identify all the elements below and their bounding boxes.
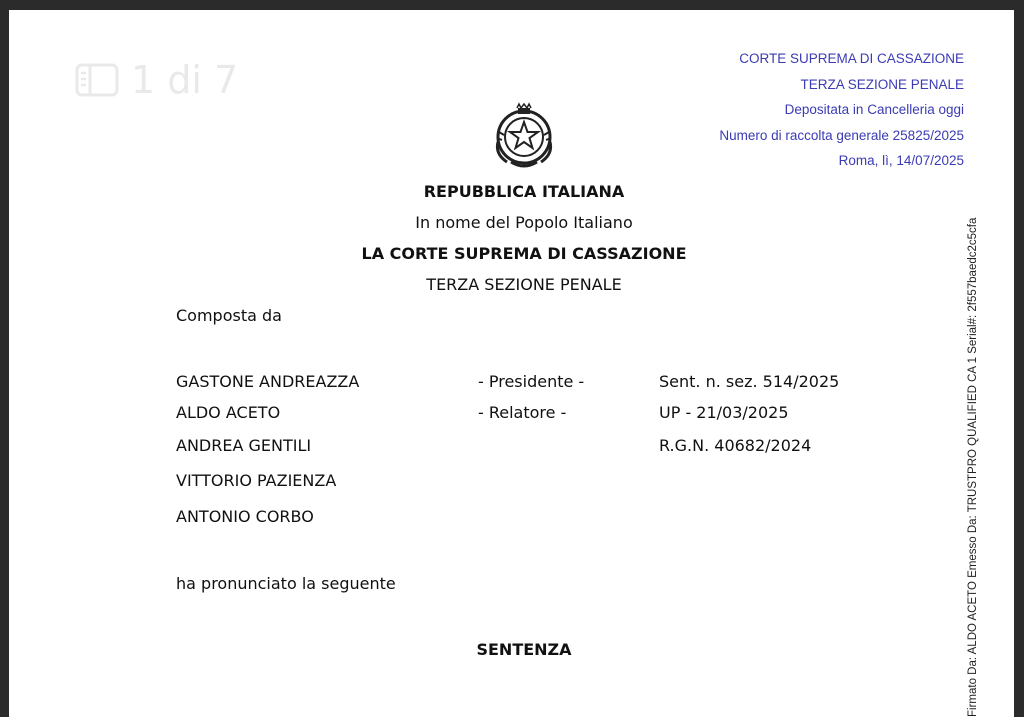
digital-signature-text: Firmato Da: ALDO ACETO Emesso Da: TRUSTPRO QUALIFIED CA 1 Serial#: 2f557baedc2c5cfa: [967, 217, 979, 717]
member-role: - Relatore -: [478, 403, 567, 422]
court-heading: LA CORTE SUPREMA DI CASSAZIONE: [361, 244, 687, 263]
composta-label: Composta da: [176, 306, 282, 325]
hearing-date: UP - 21/03/2025: [659, 403, 789, 422]
sentence-number: Sent. n. sez. 514/2025: [659, 372, 840, 391]
page-indicator-label: 1 di 7: [131, 58, 239, 102]
deposit-line: Roma, lì, 14/07/2025: [838, 153, 964, 168]
sentenza-heading: SENTENZA: [476, 640, 572, 659]
member-name: ALDO ACETO: [176, 403, 281, 422]
deposit-line: Numero di raccolta generale 25825/2025: [719, 127, 964, 143]
section-heading: TERZA SEZIONE PENALE: [426, 275, 622, 294]
member-name: VITTORIO PAZIENZA: [176, 471, 337, 490]
member-name: GASTONE ANDREAZZA: [176, 372, 360, 391]
document-page: [9, 10, 1014, 717]
deposit-line: TERZA SEZIONE PENALE: [800, 76, 964, 92]
deposit-line: CORTE SUPREMA DI CASSAZIONE: [739, 51, 964, 66]
in-nome-heading: In nome del Popolo Italiano: [415, 213, 633, 232]
pronunciato-text: ha pronunciato la seguente: [176, 574, 396, 593]
deposit-stamp: [719, 46, 964, 174]
republic-heading: REPUBBLICA ITALIANA: [423, 182, 625, 201]
member-role: - Presidente -: [478, 372, 585, 391]
sidebar-toggle-icon[interactable]: [75, 63, 119, 97]
italian-emblem-icon: [489, 102, 559, 176]
rgn-number: R.G.N. 40682/2024: [659, 436, 812, 455]
deposit-line: Depositata in Cancelleria oggi: [784, 102, 964, 117]
page-indicator[interactable]: [75, 58, 238, 102]
member-name: ANDREA GENTILI: [176, 436, 312, 455]
member-name: ANTONIO CORBO: [176, 507, 314, 526]
